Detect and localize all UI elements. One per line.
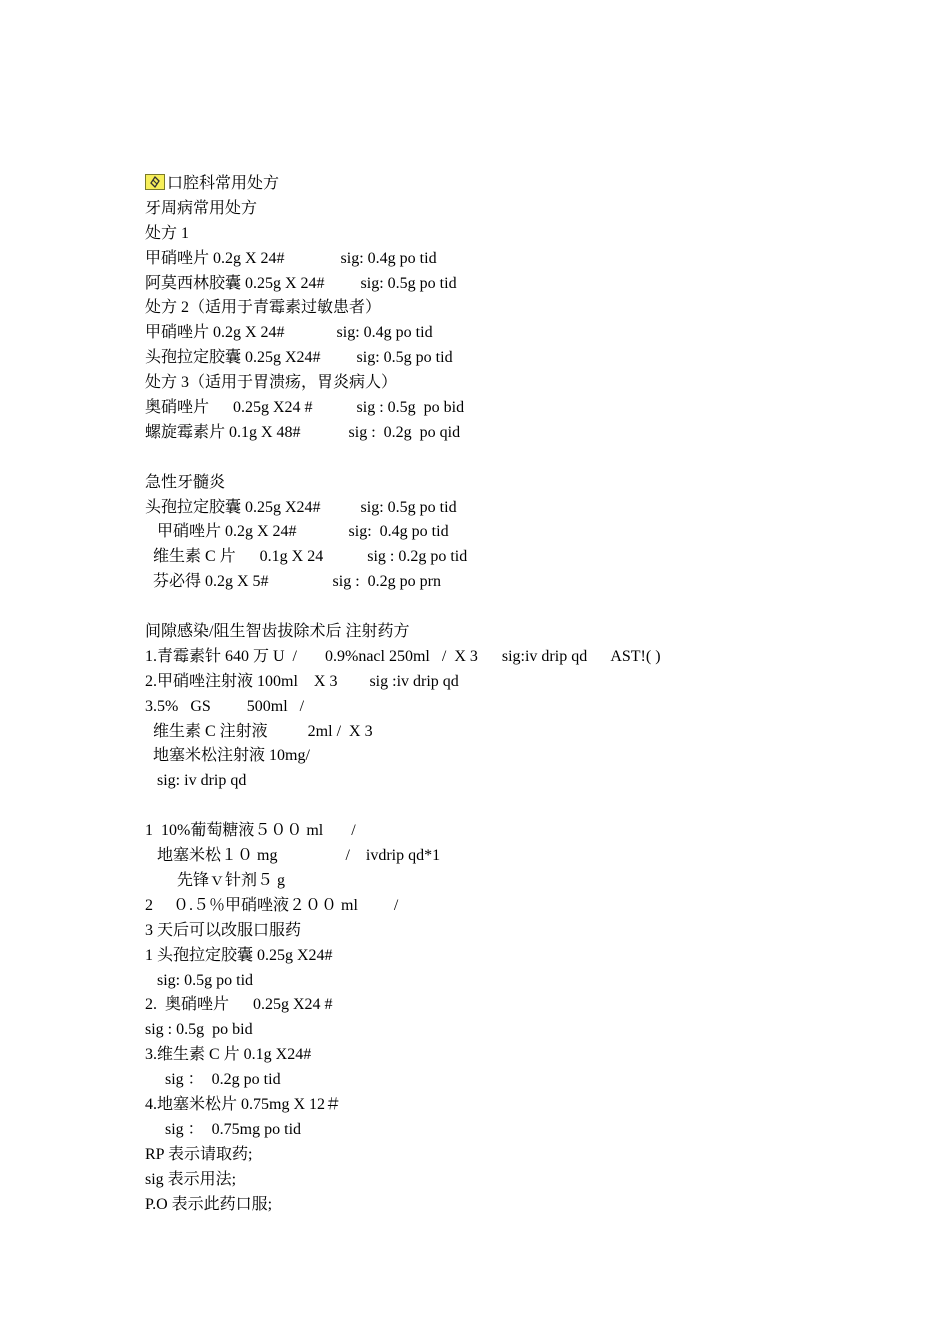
blank-line bbox=[145, 446, 925, 471]
text-line: 1 头孢拉定胶囊 0.25g X24# bbox=[145, 946, 333, 964]
text-line: 1.青霉素针 640 万 U / 0.9%nacl 250ml / X 3 sig:iv drip qd AST!( ) bbox=[145, 647, 661, 665]
text-line: 阿莫西林胶囊 0.25g X 24# sig: 0.5g po tid bbox=[145, 274, 457, 292]
document-icon bbox=[145, 174, 165, 190]
text-line: 处方 2（适用于青霉素过敏患者） bbox=[145, 299, 382, 317]
text-line: 甲硝唑片 0.2g X 24# sig: 0.4g po tid bbox=[145, 324, 433, 342]
text-line: 甲硝唑片 0.2g X 24# sig: 0.4g po tid bbox=[145, 249, 437, 267]
document-title-line bbox=[145, 172, 925, 197]
text-line: 牙周病常用处方 bbox=[145, 199, 258, 217]
text-line: RP 表示请取药; bbox=[145, 1145, 253, 1163]
text-line: 急性牙髓炎 bbox=[145, 473, 226, 491]
text-line: 维生素 C 注射液 2ml / X 3 bbox=[145, 722, 373, 740]
document-body bbox=[145, 172, 925, 1217]
text-line: P.O 表示此药口服; bbox=[145, 1195, 273, 1213]
text-line: 甲硝唑片 0.2g X 24# sig: 0.4g po tid bbox=[145, 523, 449, 541]
text-line: 2 ０.５％甲硝唑液２００ ml / bbox=[145, 896, 399, 914]
text-line: 3.5% GS 500ml / bbox=[145, 697, 305, 715]
text-line: 间隙感染/阻生智齿拔除术后 注射药方 bbox=[145, 623, 410, 641]
text-line: 头孢拉定胶囊 0.25g X24# sig: 0.5g po tid bbox=[145, 498, 457, 516]
text-line: sig ： 0.75mg po tid bbox=[145, 1120, 302, 1138]
text-line: 1 10%葡萄糖液５００ ml / bbox=[145, 822, 356, 840]
text-line: 3 天后可以改服口服药 bbox=[145, 921, 302, 939]
document-title: 口腔科常用处方 bbox=[167, 175, 280, 192]
text-line: sig : 0.5g po bid bbox=[145, 1021, 253, 1039]
document-lines bbox=[145, 197, 925, 1218]
text-line: 处方 3（适用于胃溃疡，胃炎病人） bbox=[145, 374, 398, 392]
text-line: 地塞米松１０ mg / ivdrip qd*1 bbox=[145, 847, 441, 865]
text-line: 3.维生素 C 片 0.1g X24# bbox=[145, 1046, 312, 1064]
text-line: sig: iv drip qd bbox=[145, 772, 247, 790]
blank-line bbox=[145, 595, 925, 620]
text-line: 地塞米松注射液 10mg/ bbox=[145, 747, 310, 765]
text-line: sig: 0.5g po tid bbox=[145, 971, 254, 989]
text-line: 4.地塞米松片 0.75mg X 12＃ bbox=[145, 1095, 342, 1113]
text-line: 2. 奥硝唑片 0.25g X24 # bbox=[145, 996, 333, 1014]
text-line: 螺旋霉素片 0.1g X 48# sig : 0.2g po qid bbox=[145, 423, 461, 441]
text-line: sig 表示用法; bbox=[145, 1170, 237, 1188]
text-line: 奥硝唑片 0.25g X24 # sig : 0.5g po bid bbox=[145, 399, 465, 417]
text-line: 维生素 C 片 0.1g X 24 sig : 0.2g po tid bbox=[145, 548, 468, 566]
blank-line bbox=[145, 794, 925, 819]
text-line: 芬必得 0.2g X 5# sig : 0.2g po prn bbox=[145, 573, 442, 591]
text-line: 2.甲硝唑注射液 100ml X 3 sig :iv drip qd bbox=[145, 672, 459, 690]
text-line: 头孢拉定胶囊 0.25g X24# sig: 0.5g po tid bbox=[145, 349, 453, 367]
text-line: 先锋ｖ针剂５ g bbox=[145, 871, 286, 889]
text-line: 处方 1 bbox=[145, 224, 190, 242]
text-line: sig ： 0.2g po tid bbox=[145, 1071, 281, 1089]
